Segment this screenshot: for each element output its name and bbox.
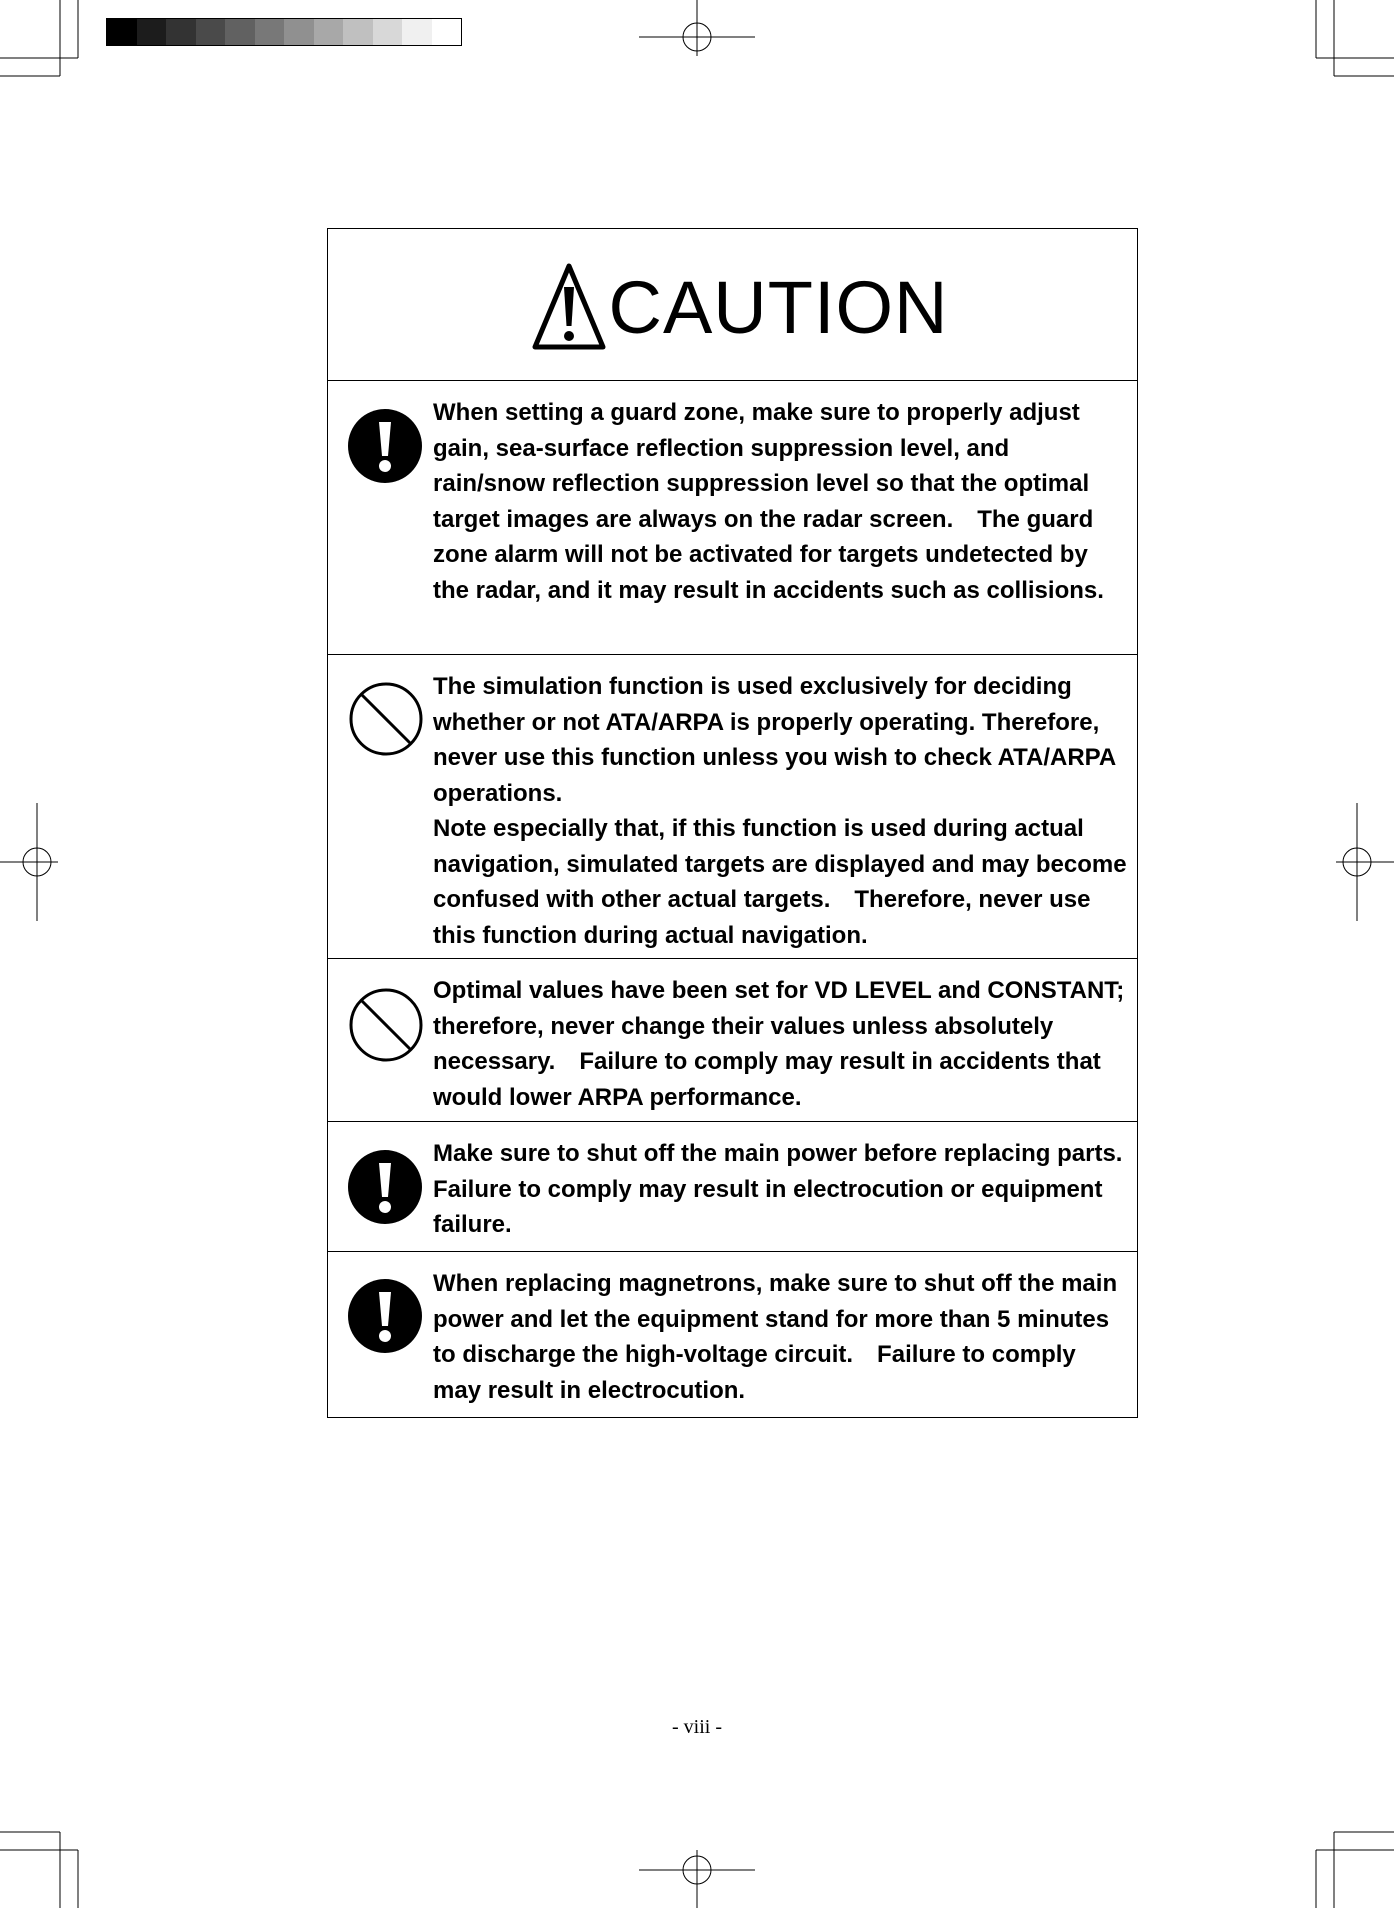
caution-header bbox=[328, 229, 1137, 381]
caution-text: Optimal values have been set for VD LEVEL and CONSTANT; therefore, never change their values unless absolutely necessary. Failure to comply may result in accidents that would lower ARPA performance. bbox=[433, 977, 1131, 1111]
caution-item bbox=[328, 1252, 1137, 1417]
caution-box bbox=[327, 228, 1147, 1418]
caution-title: CAUTION bbox=[608, 265, 949, 349]
prohibition-icon bbox=[348, 987, 424, 1063]
warning-triangle-icon bbox=[531, 261, 607, 353]
caution-text: When setting a guard zone, make sure to properly adjust gain, sea-surface reflection suppression level, and rain/snow reflection suppression level so that the optimal target images are always on the radar screen. The guard zone alarm will not be activated for targets undetected by the radar, and it may result in accidents such as collisions. bbox=[433, 399, 1104, 604]
caution-text: Make sure to shut off the main power before replacing parts. Failure to comply may result in electrocution or equipment failure. bbox=[433, 1140, 1147, 1238]
page-number: - viii - bbox=[672, 1716, 722, 1738]
caution-text: The simulation function is used exclusively for deciding whether or not ATA/ARPA is properly operating. Therefore, never use this function unless you wish to check ATA/ARPA operations. bbox=[433, 673, 1123, 807]
color-calibration-bar bbox=[106, 18, 462, 46]
caution-item bbox=[328, 655, 1137, 959]
mandatory-action-icon bbox=[348, 1150, 422, 1224]
prohibition-icon bbox=[348, 681, 424, 757]
mandatory-action-icon bbox=[348, 409, 422, 483]
mandatory-action-icon bbox=[348, 1279, 422, 1353]
caution-text: When replacing magnetrons, make sure to shut off the main power and let the equipment stand for more than 5 minutes to discharge the high-voltage circuit. Failure to comply may result in electrocution. bbox=[433, 1270, 1124, 1404]
caution-item bbox=[328, 381, 1137, 655]
caution-item bbox=[328, 959, 1137, 1122]
caution-item bbox=[328, 1122, 1147, 1252]
caution-text: Note especially that, if this function is used during actual navigation, simulated targets are displayed and may become confused with other actual targets. Therefore, never use this function during actual navigation. bbox=[433, 815, 1134, 949]
